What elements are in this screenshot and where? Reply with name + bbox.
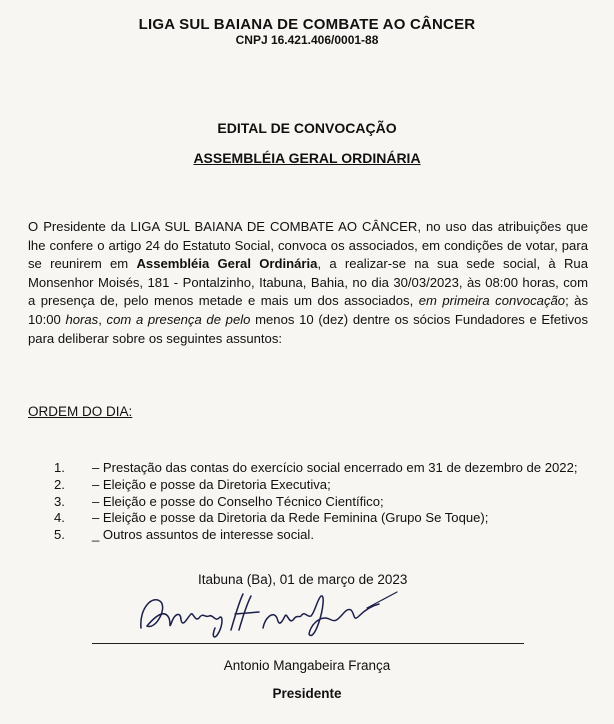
agenda-item-number: 1. [54,460,65,475]
agenda-list [54,460,594,544]
handwritten-signature [135,588,405,644]
agenda-item [54,477,594,494]
place-and-date: Itabuna (Ba), 01 de março de 2023 [198,572,408,587]
paragraph-text: menos 10 (dez) dentre os sócios Fundadores e Efetivos para deliberar sobre os seguintes assuntos: [28,311,589,346]
signature-line [92,643,524,644]
signer-role: Presidente [272,686,342,701]
document-title: EDITAL DE CONVOCAÇÃO [217,120,397,136]
paragraph-text: , [98,311,107,327]
paragraph-bold-text: Assembléia Geral Ordinária [136,256,318,272]
agenda-item-number: 4. [54,510,65,526]
agenda-item-text: – Eleição e posse da Diretoria da Rede Feminina (Grupo Se Toque); [92,510,489,526]
agenda-item [54,460,594,477]
paragraph-text: , a realizar-se na sua sede social, à Rua Monsenhor Moisés, 181 - Pontalzinho, Itabuna, Bahia, no dia 30/03/2023, às 08:00 horas, com a presença de, pelo menos metade e mais um dos associados, [28,256,588,309]
agenda-item-text: – Eleição e posse da Diretoria Executiva; [92,476,331,492]
signer-name: Antonio Mangabeira França [223,658,391,673]
agenda-item [54,527,594,544]
org-name: LIGA SUL BAIANA DE COMBATE AO CÂNCER [138,16,476,33]
convocation-paragraph [28,218,588,348]
agenda-item-number: 2. [54,476,65,492]
paragraph-italic-text: com a presença de pelo [106,311,251,327]
paragraph-italic-text: em primeira convocação [418,293,566,309]
document-subtitle: ASSEMBLÉIA GERAL ORDINÁRIA [193,150,421,166]
agenda-item-text: – Prestação das contas do exercício social encerrado em 31 de dezembro de 2022; [92,460,578,475]
org-cnpj: CNPJ 16.421.406/0001-88 [235,33,379,47]
agenda-item-number: 5. [54,527,65,543]
agenda-item [54,494,594,511]
agenda-item-text: _ Outros assuntos de interesse social. [92,527,314,543]
paragraph-italic-text: horas [65,311,99,327]
agenda-item [54,510,594,527]
agenda-heading: ORDEM DO DIA: [28,404,133,419]
agenda-item-number: 3. [54,493,65,509]
paragraph-text: ; às 10:00 [28,293,589,327]
paragraph-text: O Presidente da LIGA SUL BAIANA DE COMBATE AO CÂNCER, no uso das atribuições que lhe confere o artigo 24 do Estatuto Social, convoca os associados, em condições de votar, para se reunirem em [28,219,588,272]
agenda-item-text: – Eleição e posse do Conselho Técnico Científico; [92,493,384,509]
